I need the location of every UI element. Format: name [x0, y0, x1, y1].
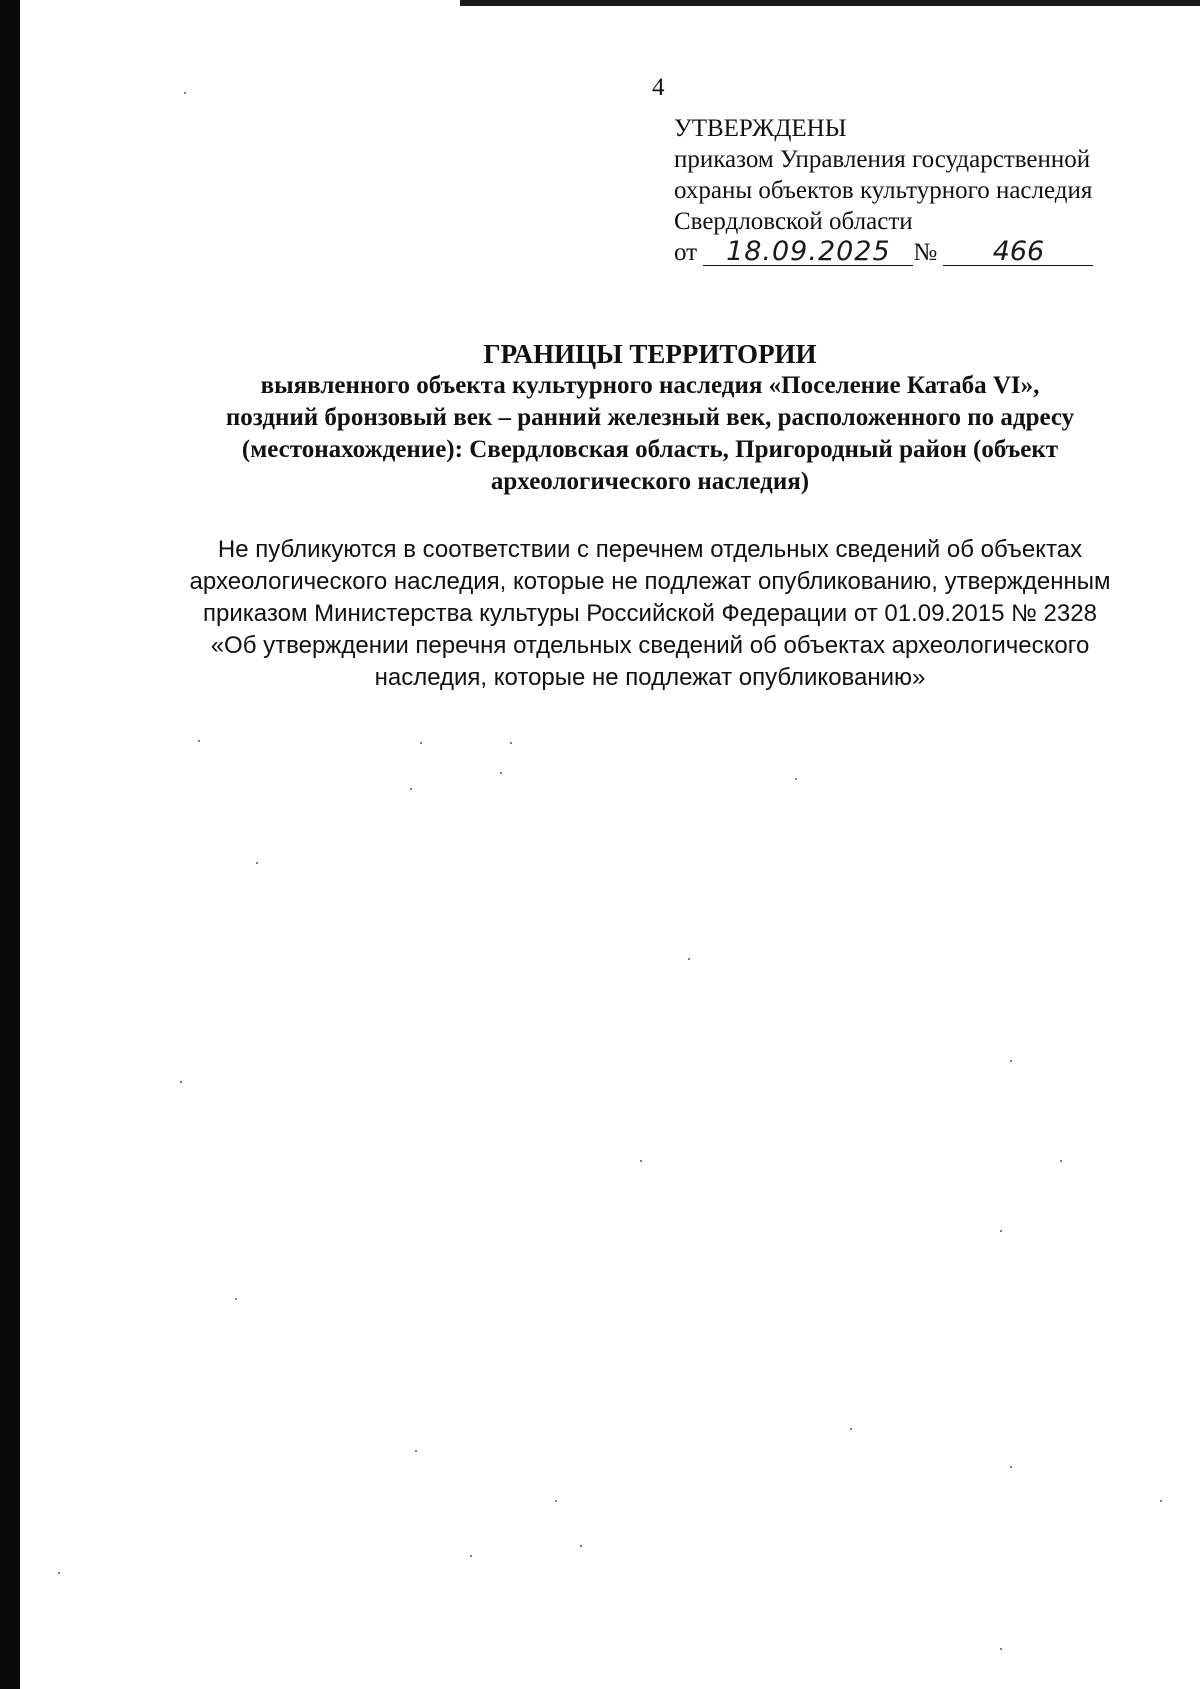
scan-speck — [470, 1555, 472, 1557]
date-prefix: от — [674, 239, 698, 266]
handwritten-number: 466 — [943, 239, 1093, 266]
scan-speck — [850, 1428, 852, 1430]
scan-top-edge — [460, 0, 1200, 6]
scan-speck — [415, 1450, 417, 1452]
scan-speck — [1060, 1160, 1062, 1162]
scan-speck — [1000, 1230, 1002, 1232]
scan-speck — [184, 92, 186, 94]
approval-line-3: Свердловской области — [674, 208, 913, 235]
scan-speck — [1010, 1466, 1012, 1468]
handwritten-date: 18.09.2025 — [703, 239, 913, 266]
body-line-3: приказом Министерства культуры Российской Федерации от 01.09.2015 № 2328 — [203, 600, 1097, 627]
scan-speck — [688, 958, 690, 960]
body-line-4: «Об утверждении перечня отдельных сведений об объектах археологического — [210, 632, 1090, 659]
scan-speck — [420, 742, 422, 744]
scan-speck — [180, 1081, 182, 1083]
scan-speck — [640, 1160, 642, 1162]
scan-speck — [410, 788, 412, 790]
scan-speck — [1010, 1060, 1012, 1062]
approval-heading: УТВЕРЖДЕНЫ — [674, 115, 847, 142]
approval-line-2: охраны объектов культурного наследия — [674, 177, 1093, 204]
document-title — [150, 338, 1150, 498]
scan-speck — [198, 740, 200, 742]
body-line-2: археологического наследия, которые не подлежат опубликованию, утвержденным — [189, 568, 1111, 595]
approval-stamp — [674, 113, 1093, 268]
title-line-3: (местонахождение): Свердловская область, Пригородный район (объект — [241, 436, 1059, 463]
scan-speck — [510, 742, 512, 744]
page-number: 4 — [652, 74, 665, 101]
approval-line-1: приказом Управления государственной — [674, 146, 1091, 173]
title-line-2: поздний бронзовый век – ранний железный век, расположенного по адресу — [225, 404, 1075, 431]
scan-speck — [1160, 1500, 1162, 1502]
scan-speck — [580, 1545, 582, 1547]
title-line-4: археологического наследия) — [490, 468, 810, 495]
scan-speck — [1000, 1648, 1002, 1650]
scan-speck — [555, 1500, 557, 1502]
title-line-1: выявленного объекта культурного наследия «Поселение Катаба VI», — [260, 372, 1040, 399]
body-line-1: Не публикуются в соответствии с перечнем отдельных сведений об объектах — [217, 536, 1083, 563]
scan-speck — [235, 1298, 237, 1300]
scan-speck — [500, 772, 502, 774]
title-main: ГРАНИЦЫ ТЕРРИТОРИИ — [483, 339, 817, 369]
scan-speck — [58, 1572, 60, 1574]
scan-speck — [795, 778, 797, 780]
body-paragraph — [140, 534, 1160, 694]
number-prefix: № — [913, 239, 938, 266]
body-line-5: наследия, которые не подлежат опубликованию» — [374, 664, 926, 691]
scan-speck — [256, 862, 258, 864]
scan-left-edge — [0, 0, 20, 1689]
approval-date-line — [674, 237, 1093, 268]
